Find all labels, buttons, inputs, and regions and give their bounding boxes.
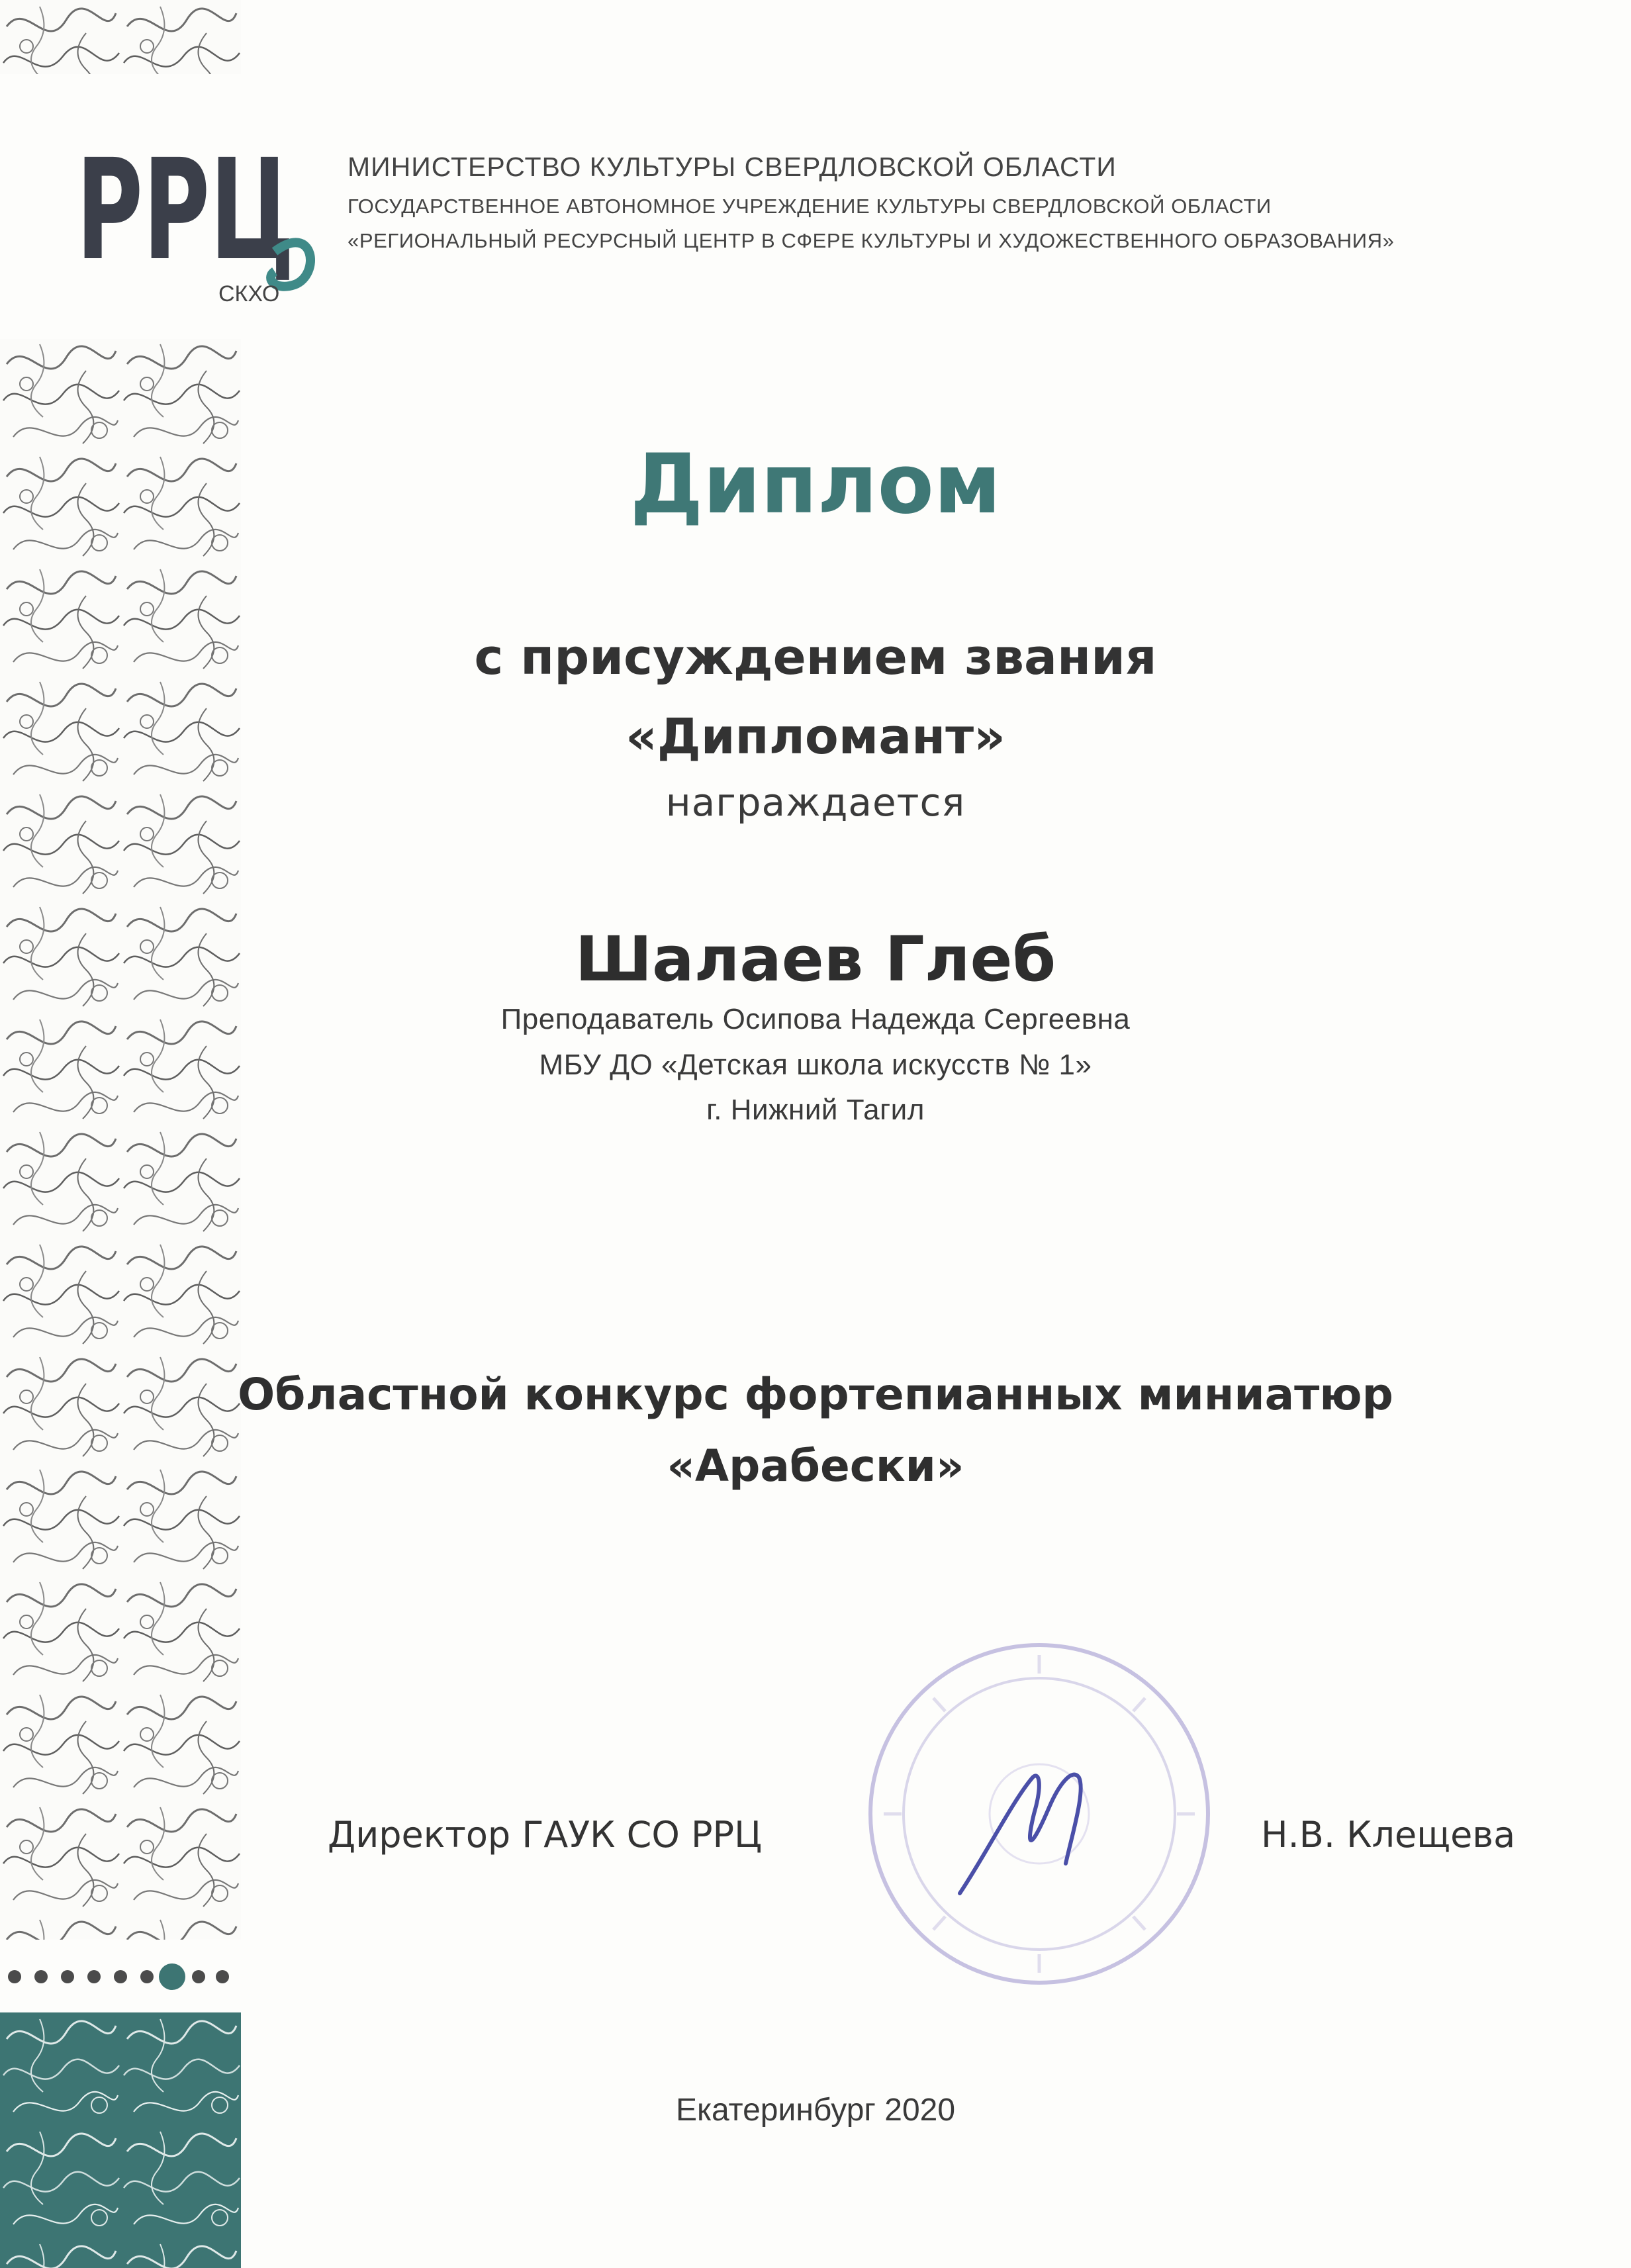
calligraphy-pattern <box>0 0 241 2268</box>
decorative-calligraphy-strip <box>0 0 241 2268</box>
awarded-text: награждается <box>665 780 966 825</box>
signatory-name: Н.В. Клещева <box>1261 1814 1516 1856</box>
city-line: г. Нижний Тагил <box>706 1094 925 1126</box>
teal-block <box>0 2012 241 2268</box>
institution-line-1: ГОСУДАРСТВЕННОЕ АВТОНОМНОЕ УЧРЕЖДЕНИЕ КУЛЬТУРЫ СВЕРДЛОВСКОЙ ОБЛАСТИ <box>348 195 1272 218</box>
rrc-logo <box>76 142 321 308</box>
signatory-position: Директор ГАУК СО РРЦ <box>328 1814 763 1856</box>
ministry-name: МИНИСТЕРСТВО КУЛЬТУРЫ СВЕРДЛОВСКОЙ ОБЛАСТИ <box>348 152 1117 182</box>
contest-line-2: «Арабески» <box>667 1441 964 1491</box>
svg-text:РРЦ: РРЦ <box>76 142 295 291</box>
award-line-2: «Дипломант» <box>626 708 1005 765</box>
award-line-1: с присуждением звания <box>474 629 1157 686</box>
header-text <box>348 147 1539 258</box>
recipient-name: Шалаев Глеб <box>575 923 1056 996</box>
place-and-year: Екатеринбург 2020 <box>675 2093 956 2128</box>
contest-line-1: Областной конкурс фортепианных миниатюр <box>238 1369 1393 1420</box>
signature <box>861 1635 1218 1993</box>
diploma-title: Диплом <box>629 437 1002 532</box>
svg-text:СКХО: СКХО <box>218 281 280 307</box>
teacher-line: Преподаватель Осипова Надежда Сергеевна <box>500 1003 1131 1035</box>
official-stamp <box>861 1635 1218 1993</box>
institution-line-2: «РЕГИОНАЛЬНЫЙ РЕСУРСНЫЙ ЦЕНТР В СФЕРЕ КУЛЬТУРЫ И ХУДОЖЕСТВЕННОГО ОБРАЗОВАНИЯ» <box>348 229 1395 252</box>
school-line: МБУ ДО «Детская школа искусств № 1» <box>539 1049 1092 1081</box>
